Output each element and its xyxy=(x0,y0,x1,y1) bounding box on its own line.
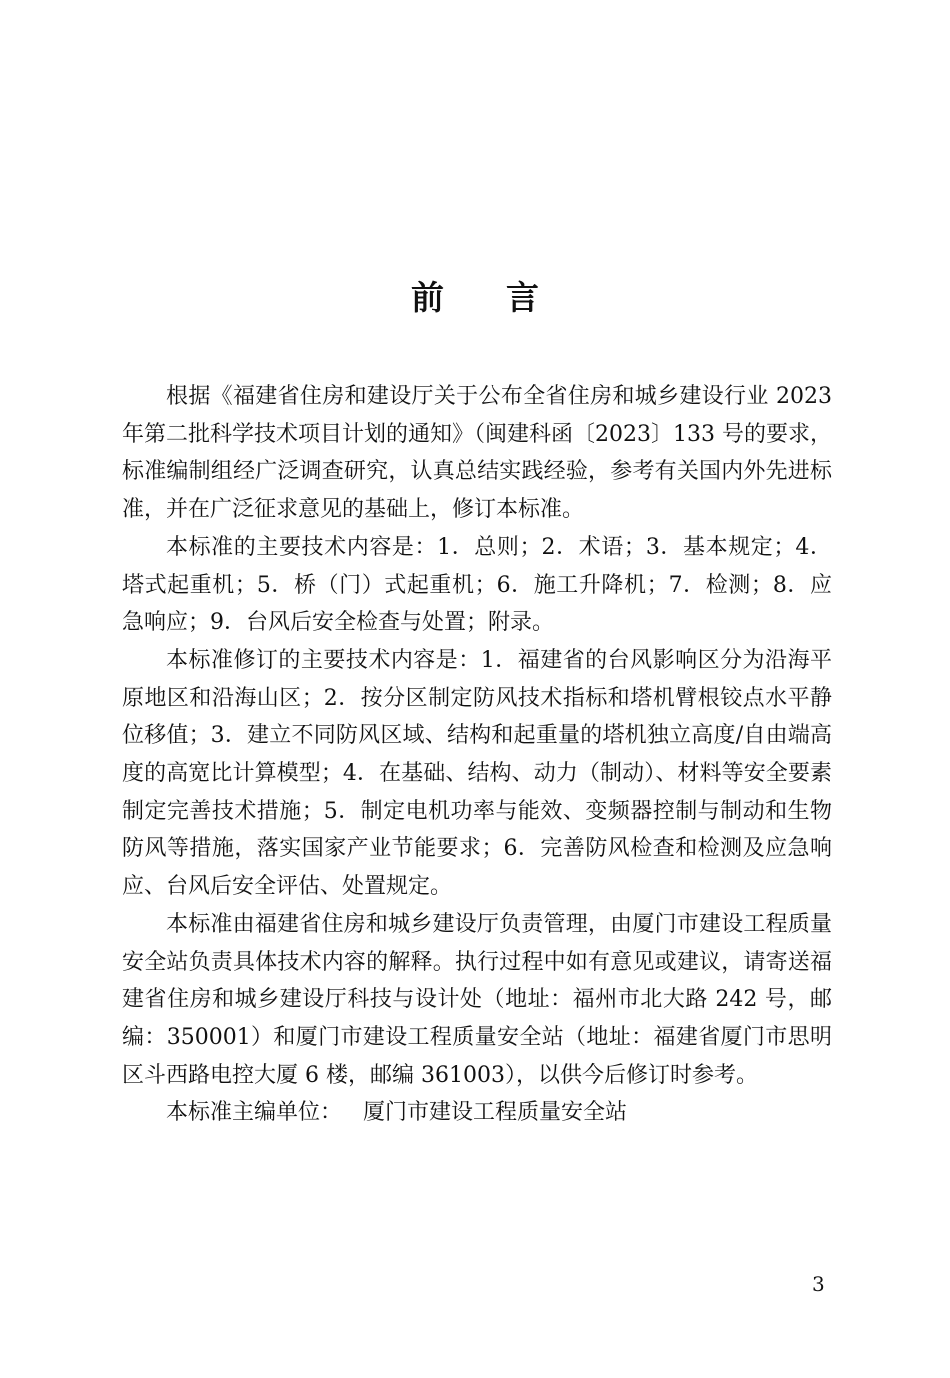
editor-label: 本标准主编单位： xyxy=(166,1100,343,1126)
page-number: 3 xyxy=(812,1272,825,1296)
page-title: 前言 xyxy=(411,278,601,317)
editor-unit-line xyxy=(122,1094,832,1132)
paragraph-main-content: 本标准的主要技术内容是：1．总则；2．术语；3．基本规定；4．塔式起重机；5．桥（门）式起重机；6．施工升降机；7．检测；8．应急响应；9．台风后安全检查与处置；附录。 xyxy=(122,534,832,636)
editor-unit: 厦门市建设工程质量安全站 xyxy=(363,1100,628,1126)
preface-body xyxy=(122,378,832,1132)
paragraph-revision-content: 本标准修订的主要技术内容是：1．福建省的台风影响区分为沿海平原地区和沿海山区；2．按分区制定防风技术指标和塔机臂根铰点水平静位移值；3．建立不同防风区域、结构和起重量的塔机独立高度/自由端高度的高宽比计算模型；4．在基础、结构、动力（制动）、材料等安全要素制定完善技术措施；5．制定电机功率与能效、变频器控制与制动和生物防风等措施，落实国家产业节能要求；6．完善防风检查和检测及应急响应、台风后安全评估、处置规定。 xyxy=(122,647,832,900)
paragraph-basis: 根据《福建省住房和建设厅关于公布全省住房和城乡建设行业 2023 年第二批科学技术项目计划的通知》（闽建科函〔2023〕133 号的要求，标准编制组经广泛调查研究，认真总结实践经验，参考有关国内外先进标准，并在广泛征求意见的基础上，修订本标准。 xyxy=(122,384,832,523)
paragraph-management: 本标准由福建省住房和城乡建设厅负责管理，由厦门市建设工程质量安全站负责具体技术内容的解释。执行过程中如有意见或建议，请寄送福建省住房和城乡建设厅科技与设计处（地址：福州市北大路 242 号，邮编：350001）和厦门市建设工程质量安全站（地址：福建省厦门市思明区斗西路电控大厦 6 楼，邮编 361003），以供今后修订时参考。 xyxy=(122,911,832,1088)
